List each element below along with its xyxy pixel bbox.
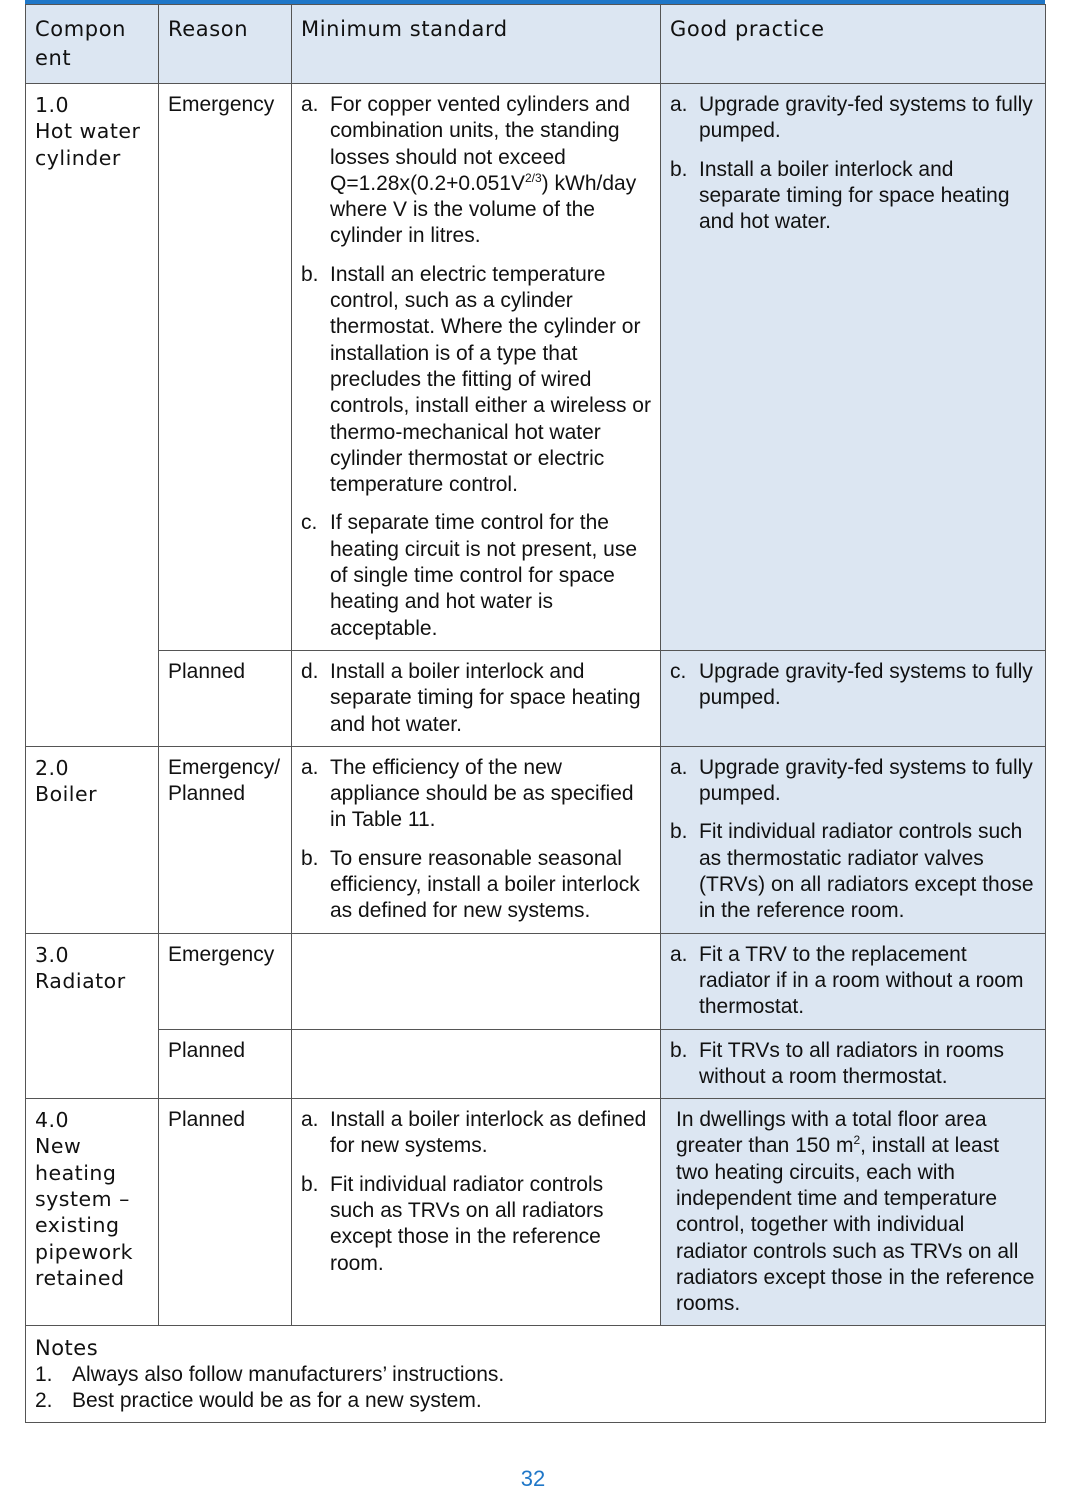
component-number: 1.0: [35, 93, 70, 117]
item-text: Install a boiler interlock as defined for new systems.: [330, 1108, 647, 1158]
item-text: Fit individual radiator controls such as TRVs on all radiators except those in the reference room.: [330, 1172, 604, 1275]
note-text: Best practice would be as for a new system.: [72, 1389, 482, 1413]
item-text: Install a boiler interlock and separate timing for space heating and hot water.: [330, 659, 641, 736]
item-marker: b.: [301, 262, 319, 286]
item-text: Install a boiler interlock and separate timing for space heating and hot water.: [699, 157, 1010, 234]
minimum-standard-cell: [292, 746, 661, 933]
header-minimum-standard: Minimum standard: [292, 5, 661, 84]
item-text: Fit TRVs to all radiators in rooms without a room thermostat.: [699, 1038, 1004, 1088]
list-item: [301, 262, 652, 499]
component-name: Hot water cylinder: [35, 119, 141, 170]
table-row: [26, 84, 1046, 651]
list-item: [670, 92, 1037, 145]
item-marker: c.: [301, 511, 318, 535]
component-number: 3.0: [35, 942, 70, 967]
heating-standards-table: [25, 4, 1046, 1423]
header-row: [26, 5, 1046, 84]
list-item: [301, 1172, 652, 1277]
reason-cell: Emergency/ Planned: [159, 746, 292, 933]
list-item: [670, 819, 1037, 924]
component-number: 2.0: [35, 755, 70, 780]
item-marker: b.: [670, 820, 688, 844]
item-text: Fit a TRV to the replacement radiator if in a room without a room thermostat.: [699, 942, 1024, 1019]
paragraph-text: , install at least two heating circuits, each with independent time and temperature control, together with individual radiator controls such as TRVs on all radiators except those in the reference rooms.: [676, 1134, 1035, 1316]
good-practice-paragraph: [670, 1107, 1037, 1317]
item-marker: a.: [670, 755, 688, 779]
item-marker: a.: [670, 942, 688, 966]
minimum-standard-cell: [292, 1099, 661, 1326]
notes-row: [26, 1326, 1046, 1423]
good-practice-cell: [661, 1029, 1046, 1099]
item-marker: a.: [301, 93, 319, 116]
list-item: [670, 659, 1037, 712]
table-row: [26, 933, 1046, 1029]
note-item: [35, 1388, 1037, 1414]
item-text: Install an electric temperature control, such as a cylinder thermostat. Where the cylinder or installation is of a type that precludes the fitting of wired controls, install either a wireless or thermo-mechanical hot water cylinder thermostat or electric temperature control.: [330, 262, 651, 497]
list-item: [301, 659, 652, 738]
item-marker: a.: [301, 1108, 319, 1132]
list-item: [301, 755, 652, 834]
minimum-standard-cell: [292, 84, 661, 651]
good-practice-cell: [661, 933, 1046, 1029]
minimum-standard-cell: [292, 1029, 661, 1099]
list-item: [670, 1038, 1037, 1091]
reason-cell: Planned: [159, 650, 292, 746]
list-item: [670, 157, 1037, 236]
item-marker: a.: [670, 93, 688, 116]
list-item: [670, 942, 1037, 1021]
component-cell: [26, 746, 159, 933]
note-item: [35, 1362, 1037, 1388]
component-name: Boiler: [35, 782, 98, 807]
item-text: Fit individual radiator controls such as thermostatic radiator valves (TRVs) on all radiators except those in the reference room.: [699, 820, 1034, 923]
item-text: ) kWh/day where V is the volume of the cylinder in litres.: [330, 171, 637, 248]
minimum-standard-cell: [292, 933, 661, 1029]
table-row: [26, 746, 1046, 933]
item-text: If separate time control for the heating circuit is not present, use of single time control for space heating and hot water is acceptable.: [330, 511, 638, 640]
header-reason: Reason: [159, 5, 292, 84]
component-name: Radiator: [35, 968, 126, 993]
notes-cell: [26, 1326, 1046, 1423]
reason-cell: Emergency: [159, 933, 292, 1029]
item-text: Upgrade gravity-fed systems to fully pumped.: [699, 755, 1033, 806]
minimum-standard-cell: [292, 650, 661, 746]
table-row: [26, 1029, 1046, 1099]
component-cell: [26, 84, 159, 747]
item-marker: c.: [670, 659, 687, 683]
good-practice-cell: [661, 650, 1046, 746]
paragraph-text: In dwellings with a total floor area greater than 150 m: [676, 1108, 987, 1158]
table-row: [26, 650, 1046, 746]
item-marker: a.: [301, 755, 319, 779]
item-superscript: 2/3: [524, 170, 542, 185]
header-component: Compon ent: [26, 5, 159, 84]
item-text: The efficiency of the new appliance should be as specified in Table 11.: [330, 755, 634, 832]
good-practice-cell: [661, 84, 1046, 651]
list-item: [301, 510, 652, 641]
note-marker: 2.: [35, 1389, 53, 1413]
item-marker: b.: [670, 1038, 688, 1062]
item-marker: d.: [301, 659, 319, 683]
page-number: 32: [520, 1466, 546, 1491]
item-text: For copper vented cylinders and combination units, the standing losses should not exceed Q=1.28x(0.2+0.051V: [330, 93, 630, 195]
item-text: Upgrade gravity-fed systems to fully pumped.: [699, 659, 1033, 710]
list-item: [301, 846, 652, 925]
list-item: [301, 92, 652, 250]
component-cell: [26, 1099, 159, 1326]
reason-cell: Planned: [159, 1099, 292, 1326]
notes-title: Notes: [35, 1336, 99, 1361]
reason-cell: Emergency: [159, 84, 292, 651]
component-name: New heating system – existing pipework retained: [35, 1134, 133, 1290]
note-text: Always also follow manufacturers’ instructions.: [72, 1362, 505, 1386]
list-item: [670, 755, 1037, 808]
item-marker: b.: [670, 157, 688, 181]
good-practice-cell: [661, 746, 1046, 933]
good-practice-cell: [661, 1099, 1046, 1326]
reason-cell: Planned: [159, 1029, 292, 1099]
area-unit-superscript: 2: [853, 1133, 861, 1148]
header-good-practice: Good practice: [661, 5, 1046, 84]
list-item: [301, 1107, 652, 1160]
table-row: [26, 1099, 1046, 1326]
note-marker: 1.: [35, 1362, 53, 1386]
item-marker: b.: [301, 846, 319, 870]
component-number: 4.0: [35, 1108, 70, 1133]
component-cell: [26, 933, 159, 1098]
item-text: Upgrade gravity-fed systems to fully pumped.: [699, 93, 1033, 143]
item-marker: b.: [301, 1172, 319, 1196]
item-text: To ensure reasonable seasonal efficiency, install a boiler interlock as defined for new systems.: [330, 846, 640, 923]
